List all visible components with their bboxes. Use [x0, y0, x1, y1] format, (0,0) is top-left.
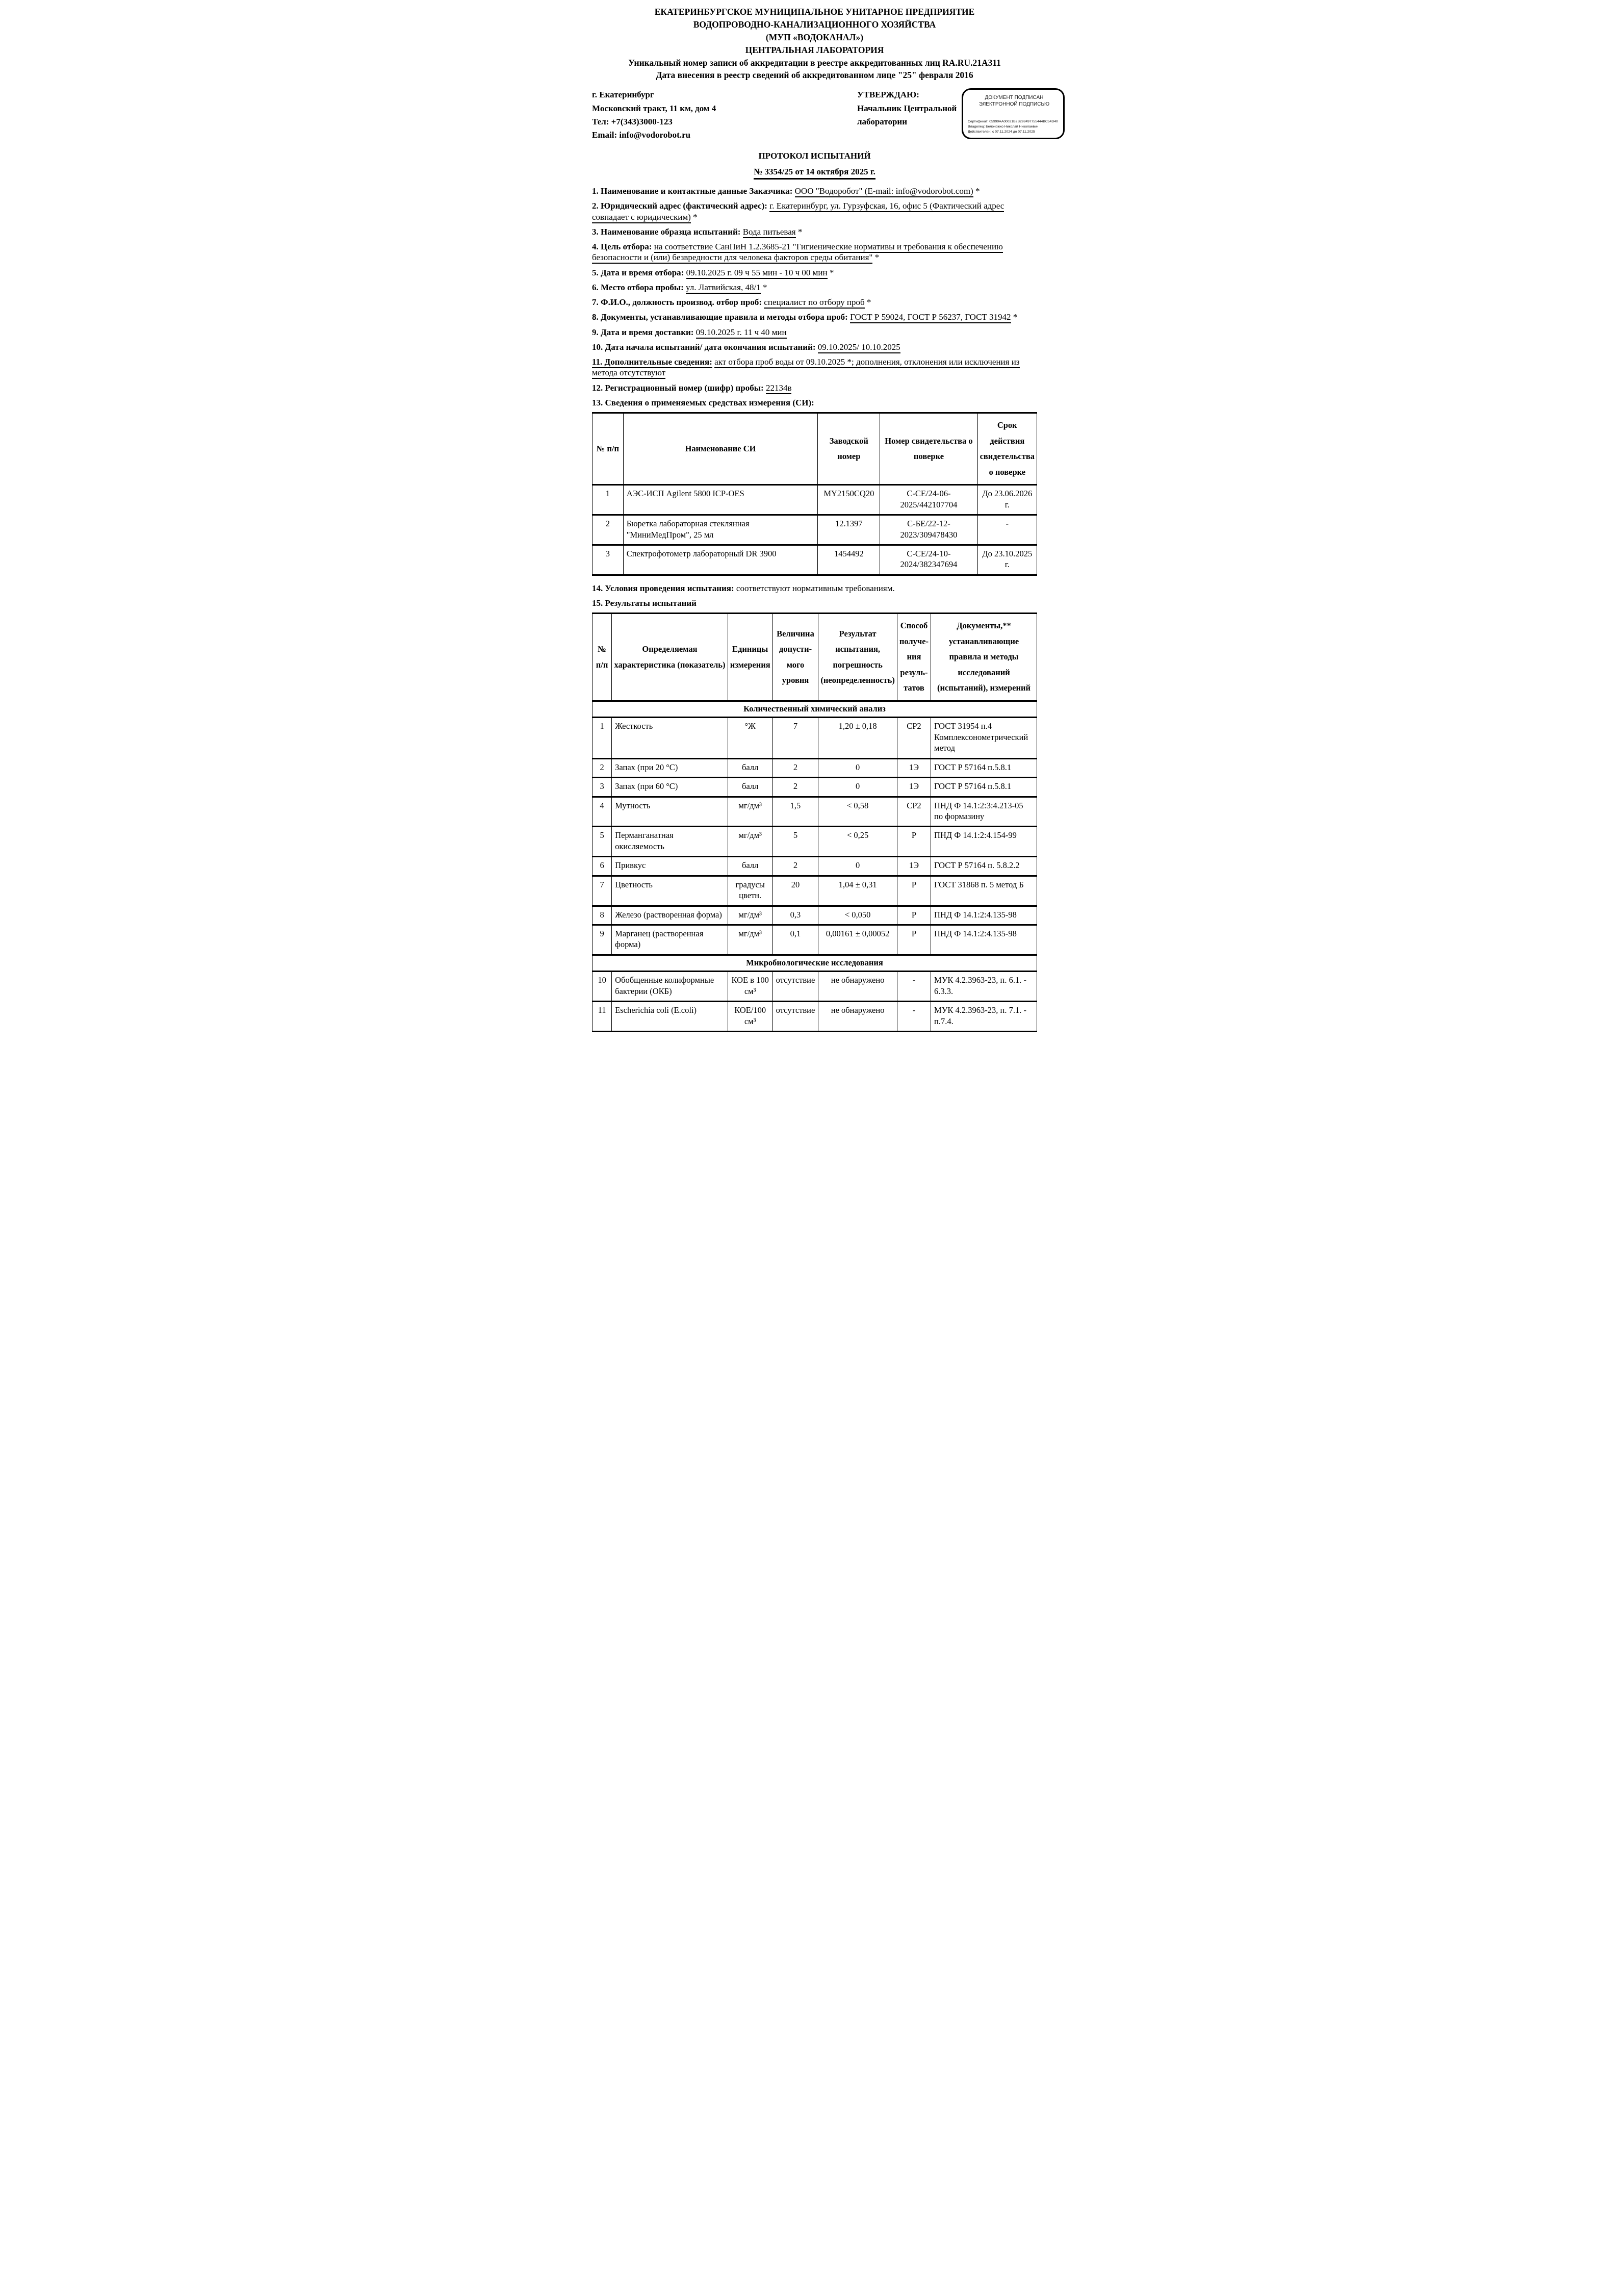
table-cell: < 0,25 [818, 827, 897, 857]
results-table-header [592, 614, 1037, 701]
table-cell: мг/дм³ [728, 797, 772, 827]
table-cell: градусы цветн. [728, 876, 772, 906]
column-header: Документы,** устанавливающие правила и методы исследований (испытаний), измерений [931, 614, 1037, 701]
approval-position-line-2: лаборатории [857, 116, 907, 126]
item-footnote-mark: * [864, 297, 871, 308]
table-cell: 8 [592, 906, 612, 925]
item-8 [592, 312, 1037, 322]
table-cell: балл [728, 857, 772, 876]
table-cell: не обнаружено [818, 972, 897, 1002]
table-cell: 5 [772, 827, 818, 857]
item-label: 12. Регистрационный номер (шифр) пробы: [592, 382, 764, 393]
results-section-micro [592, 955, 1037, 971]
table-cell: 7 [772, 718, 818, 758]
item-label: 1. Наименование и контактные данные Заказчика: [592, 186, 793, 196]
item-footnote-mark: * [690, 212, 698, 222]
table-cell: 0,1 [772, 925, 818, 955]
si-table [592, 412, 1037, 576]
table-cell: 6 [592, 857, 612, 876]
protocol-items [592, 186, 1037, 408]
table-cell: Бюретка лабораторная стеклянная "МиниМедПром", 25 мл [623, 515, 818, 545]
item-label: 13. Сведения о применяемых средствах измерения (СИ): [592, 397, 814, 407]
item-label: 2. Юридический адрес (фактический адрес): [592, 201, 767, 211]
table-cell: 0,00161 ± 0,00052 [818, 925, 897, 955]
org-name-line-2: ВОДОПРОВОДНО-КАНАЛИЗАЦИОННОГО ХОЗЯЙСТВА [693, 19, 936, 30]
table-row [592, 876, 1037, 906]
approval-position-line-1: Начальник Центральной [857, 103, 957, 113]
table-cell: Мутность [612, 797, 728, 827]
table-cell: - [897, 972, 931, 1002]
column-header: Наименование СИ [623, 413, 818, 485]
results-table [592, 613, 1037, 1032]
table-cell: 1Э [897, 758, 931, 777]
stamp-certificate-info [968, 119, 1061, 135]
table-cell: Перманганатная окисляемость [612, 827, 728, 857]
stamp-title [968, 94, 1061, 108]
table-cell: Р [897, 906, 931, 925]
table-cell: ПНД Ф 14.1:2:4.135-98 [931, 925, 1037, 955]
item-label: 7. Ф.И.О., должность производ. отбор проб: [592, 297, 762, 308]
stamp-owner: Владелец: Белоножко Николай Николаевич [968, 124, 1039, 129]
table-cell: КОЕ/100 см³ [728, 1002, 772, 1032]
contact-phone: Тел: +7(343)3000-123 [592, 116, 673, 126]
table-cell: MY2150CQ20 [818, 485, 880, 515]
si-table-header [592, 413, 1037, 485]
results-section-chemical [592, 701, 1037, 717]
stamp-validity: Действителен: с 07.11.2024 до 07.11.2025 [968, 130, 1035, 134]
table-cell: 5 [592, 827, 612, 857]
table-cell: 1,04 ± 0,31 [818, 876, 897, 906]
item-11 [592, 356, 1037, 378]
table-cell: ГОСТ Р 57164 п. 5.8.2.2 [931, 857, 1037, 876]
table-row [592, 545, 1037, 575]
table-cell: 20 [772, 876, 818, 906]
table-cell: 3 [592, 778, 612, 797]
table-header-row [592, 413, 1037, 485]
item-value: 09.10.2025 г. 09 ч 55 мин - 10 ч 00 мин [686, 268, 828, 279]
table-row [592, 797, 1037, 827]
table-cell: 1,5 [772, 797, 818, 827]
protocol-number: № 3354/25 от 14 октября 2025 г. [754, 166, 875, 180]
item-footnote-mark: * [760, 282, 767, 292]
table-cell: СР2 [897, 797, 931, 827]
si-table-body [592, 485, 1037, 575]
item-13 [592, 397, 1037, 408]
item-footnote-mark: * [1011, 312, 1018, 322]
org-header [592, 7, 1037, 81]
table-cell: КОЕ в 100 см³ [728, 972, 772, 1002]
protocol-document-page [541, 0, 1082, 1061]
table-row [592, 718, 1037, 758]
table-cell: ПНД Ф 14.1:2:4.135-98 [931, 906, 1037, 925]
item-4 [592, 241, 1037, 263]
item-2 [592, 200, 1037, 222]
item-value: 09.10.2025/ 10.10.2025 [818, 342, 900, 353]
table-header-row [592, 614, 1037, 701]
item-value: ООО "Водоробот" (E-mail: info@vodorobot.com) [795, 186, 973, 197]
item-footnote-mark: * [872, 252, 880, 263]
micro-rows-body [592, 972, 1037, 1032]
table-cell: Р [897, 827, 931, 857]
item-value: специалист по отбору проб [764, 297, 864, 309]
table-cell: Цветность [612, 876, 728, 906]
item-value: акт отбора проб воды от 09.10.2025 *; дополнения, отклонения или исключения из метода отсутствуют [592, 357, 1020, 379]
table-section-row [592, 701, 1037, 717]
table-cell: 2 [772, 758, 818, 777]
table-cell: не обнаружено [818, 1002, 897, 1032]
table-cell: 1,20 ± 0,18 [818, 718, 897, 758]
table-cell: 2 [772, 857, 818, 876]
table-row [592, 906, 1037, 925]
table-cell: 1 [592, 718, 612, 758]
item-value: 22134в [766, 383, 792, 394]
table-cell: Железо (растворенная форма) [612, 906, 728, 925]
table-cell: ГОСТ Р 57164 п.5.8.1 [931, 778, 1037, 797]
lab-name: ЦЕНТРАЛЬНАЯ ЛАБОРАТОРИЯ [745, 44, 884, 55]
table-row [592, 925, 1037, 955]
item-label: 6. Место отбора пробы: [592, 282, 684, 292]
table-cell: 11 [592, 1002, 612, 1032]
table-cell: Escherichia coli (E.coli) [612, 1002, 728, 1032]
table-cell: 3 [592, 545, 624, 575]
item-6 [592, 282, 1037, 293]
column-header: Заводской номер [818, 413, 880, 485]
item-value: ул. Латвийская, 48/1 [686, 283, 761, 294]
item-value: Вода питьевая [743, 227, 796, 238]
item-label: 14. Условия проведения испытания: [592, 583, 734, 593]
table-cell: балл [728, 778, 772, 797]
table-row [592, 515, 1037, 545]
accreditation-number-line: Уникальный номер записи об аккредитации в реестре аккредитованных лиц RA.RU.21А311 [628, 57, 1001, 68]
table-section-row [592, 955, 1037, 971]
table-row [592, 758, 1037, 777]
protocol-title: ПРОТОКОЛ ИСПЫТАНИЙ [758, 150, 871, 161]
table-cell: ПНД Ф 14.1:2:3:4.213-05 по формазину [931, 797, 1037, 827]
table-row [592, 1002, 1037, 1032]
contact-city: г. Екатеринбург [592, 90, 654, 100]
table-cell: 7 [592, 876, 612, 906]
table-row [592, 857, 1037, 876]
table-cell: До 23.10.2025 г. [977, 545, 1037, 575]
item-label: 5. Дата и время отбора: [592, 267, 684, 277]
item-label: 10. Дата начала испытаний/ дата окончания испытаний: [592, 342, 816, 352]
table-cell: 0 [818, 857, 897, 876]
table-cell: отсутствие [772, 1002, 818, 1032]
protocol-title-block [592, 150, 1037, 180]
table-cell: Жесткость [612, 718, 728, 758]
item-label: 3. Наименование образца испытаний: [592, 226, 741, 237]
contact-email: Email: info@vodorobot.ru [592, 130, 691, 140]
item-label: 8. Документы, устанавливающие правила и методы отбора проб: [592, 312, 848, 322]
table-cell: МУК 4.2.3963-23, п. 7.1. - п.7.4. [931, 1002, 1037, 1032]
table-cell: До 23.06.2026 г. [977, 485, 1037, 515]
table-cell: Обобщенные колиформные бактерии (ОКБ) [612, 972, 728, 1002]
item-value: ГОСТ Р 59024, ГОСТ Р 56237, ГОСТ 31942 [850, 312, 1011, 323]
table-row [592, 485, 1037, 515]
lab-contacts [592, 88, 765, 142]
table-cell: 10 [592, 972, 612, 1002]
table-cell: 12.1397 [818, 515, 880, 545]
table-cell: 4 [592, 797, 612, 827]
column-header: Способ получе- ния резуль- татов [897, 614, 931, 701]
approval-block [857, 88, 962, 129]
item-label: 11. Дополнительные сведения: [592, 357, 712, 368]
item-5 [592, 267, 1037, 278]
table-cell: °Ж [728, 718, 772, 758]
item-10 [592, 342, 1037, 352]
digital-signature-stamp [962, 88, 1065, 139]
table-cell: мг/дм³ [728, 906, 772, 925]
table-cell: Марганец (растворенная форма) [612, 925, 728, 955]
table-cell: мг/дм³ [728, 827, 772, 857]
table-cell: Привкус [612, 857, 728, 876]
item-3 [592, 226, 1037, 237]
column-header: Определяемая характеристика (показатель) [612, 614, 728, 701]
stamp-title-line-2: ЭЛЕКТРОННОЙ ПОДПИСЬЮ [978, 101, 1050, 108]
item-footnote-mark: * [795, 226, 803, 237]
item-7 [592, 297, 1037, 308]
item-value: на соответствие СанПиН 1.2.3685-21 "Гигиенические нормативы и требования к обеспечению безопасности и (или) безвредности для человека факторов среды обитания" [592, 242, 1003, 264]
table-cell: ГОСТ Р 57164 п.5.8.1 [931, 758, 1037, 777]
item-value: 09.10.2025 г. 11 ч 40 мин [696, 327, 787, 339]
table-cell: < 0,58 [818, 797, 897, 827]
table-cell: - [897, 1002, 931, 1032]
table-cell: мг/дм³ [728, 925, 772, 955]
table-cell: 1Э [897, 778, 931, 797]
table-cell: 1 [592, 485, 624, 515]
stamp-certificate: Сертификат: 05999AA00021B2B298497755444BC54D40 [968, 119, 1058, 123]
table-cell: ПНД Ф 14.1:2:4.154-99 [931, 827, 1037, 857]
table-cell: 1Э [897, 857, 931, 876]
table-cell: 2 [772, 778, 818, 797]
table-cell: 1454492 [818, 545, 880, 575]
table-cell: - [977, 515, 1037, 545]
table-row [592, 778, 1037, 797]
table-cell: отсутствие [772, 972, 818, 1002]
item-value: г. Екатеринбург, ул. Гурзуфская, 16, офис 5 (Фактический адрес совпадает с юридическим) [592, 201, 1004, 223]
table-section-title: Количественный химический анализ [592, 701, 1037, 717]
chemical-rows-body [592, 718, 1037, 955]
table-cell: СР2 [897, 718, 931, 758]
top-block [592, 88, 1058, 142]
column-header: Единицы измерения [728, 614, 772, 701]
column-header: № п/п [592, 614, 612, 701]
table-cell: 0 [818, 778, 897, 797]
table-cell: 9 [592, 925, 612, 955]
stamp-title-line-1: ДОКУМЕНТ ПОДПИСАН [985, 95, 1044, 101]
item-14 [592, 583, 1037, 594]
item-footnote-mark: * [973, 186, 980, 196]
column-header: Результат испытания, погрешность (неопределенность) [818, 614, 897, 701]
table-cell: АЭС-ИСП Agilent 5800 ICP-OES [623, 485, 818, 515]
conditions-block [592, 583, 1037, 609]
item-label: 15. Результаты испытаний [592, 598, 697, 608]
table-row [592, 972, 1037, 1002]
table-cell: Спектрофотометр лабораторный DR 3900 [623, 545, 818, 575]
table-cell: ГОСТ 31954 п.4 Комплексонометрический метод [931, 718, 1037, 758]
table-cell: Р [897, 876, 931, 906]
item-label: 9. Дата и время доставки: [592, 327, 694, 337]
contact-address: Московский тракт, 11 км, дом 4 [592, 103, 716, 113]
table-cell: Р [897, 925, 931, 955]
table-cell: 0,3 [772, 906, 818, 925]
item-9 [592, 327, 1037, 338]
org-name-line-1: ЕКАТЕРИНБУРГСКОЕ МУНИЦИПАЛЬНОЕ УНИТАРНОЕ ПРЕДПРИЯТИЕ [654, 7, 975, 17]
item-15 [592, 598, 1037, 608]
column-header: Номер свидетельства о поверке [880, 413, 977, 485]
table-cell: Запах (при 60 °С) [612, 778, 728, 797]
column-header: Величина допусти- мого уровня [772, 614, 818, 701]
table-cell: 0 [818, 758, 897, 777]
item-12 [592, 382, 1037, 393]
org-name-line-3: (МУП «ВОДОКАНАЛ») [765, 32, 864, 42]
item-footnote-mark: * [827, 267, 834, 277]
accreditation-date-line: Дата внесения в реестр сведений об аккредитованном лице "25" февраля 2016 [656, 70, 973, 81]
column-header: Срок действия свидетельства о поверке [977, 413, 1037, 485]
table-cell: балл [728, 758, 772, 777]
item-value: соответствуют нормативным требованиям. [736, 583, 895, 593]
item-1 [592, 186, 1037, 196]
table-cell: 2 [592, 758, 612, 777]
table-cell: ГОСТ 31868 п. 5 метод Б [931, 876, 1037, 906]
column-header: № п/п [592, 413, 624, 485]
table-cell: 2 [592, 515, 624, 545]
table-cell: < 0,050 [818, 906, 897, 925]
table-cell: С-БЕ/22-12-2023/309478430 [880, 515, 977, 545]
table-section-title: Микробиологические исследования [592, 955, 1037, 971]
table-cell: С-СЕ/24-10-2024/382347694 [880, 545, 977, 575]
item-label: 4. Цель отбора: [592, 242, 652, 252]
table-row [592, 827, 1037, 857]
table-cell: МУК 4.2.3963-23, п. 6.1. - 6.3.3. [931, 972, 1037, 1002]
approval-title: УТВЕРЖДАЮ: [857, 90, 919, 100]
table-cell: С-СЕ/24-06-2025/442107704 [880, 485, 977, 515]
table-cell: Запах (при 20 °С) [612, 758, 728, 777]
